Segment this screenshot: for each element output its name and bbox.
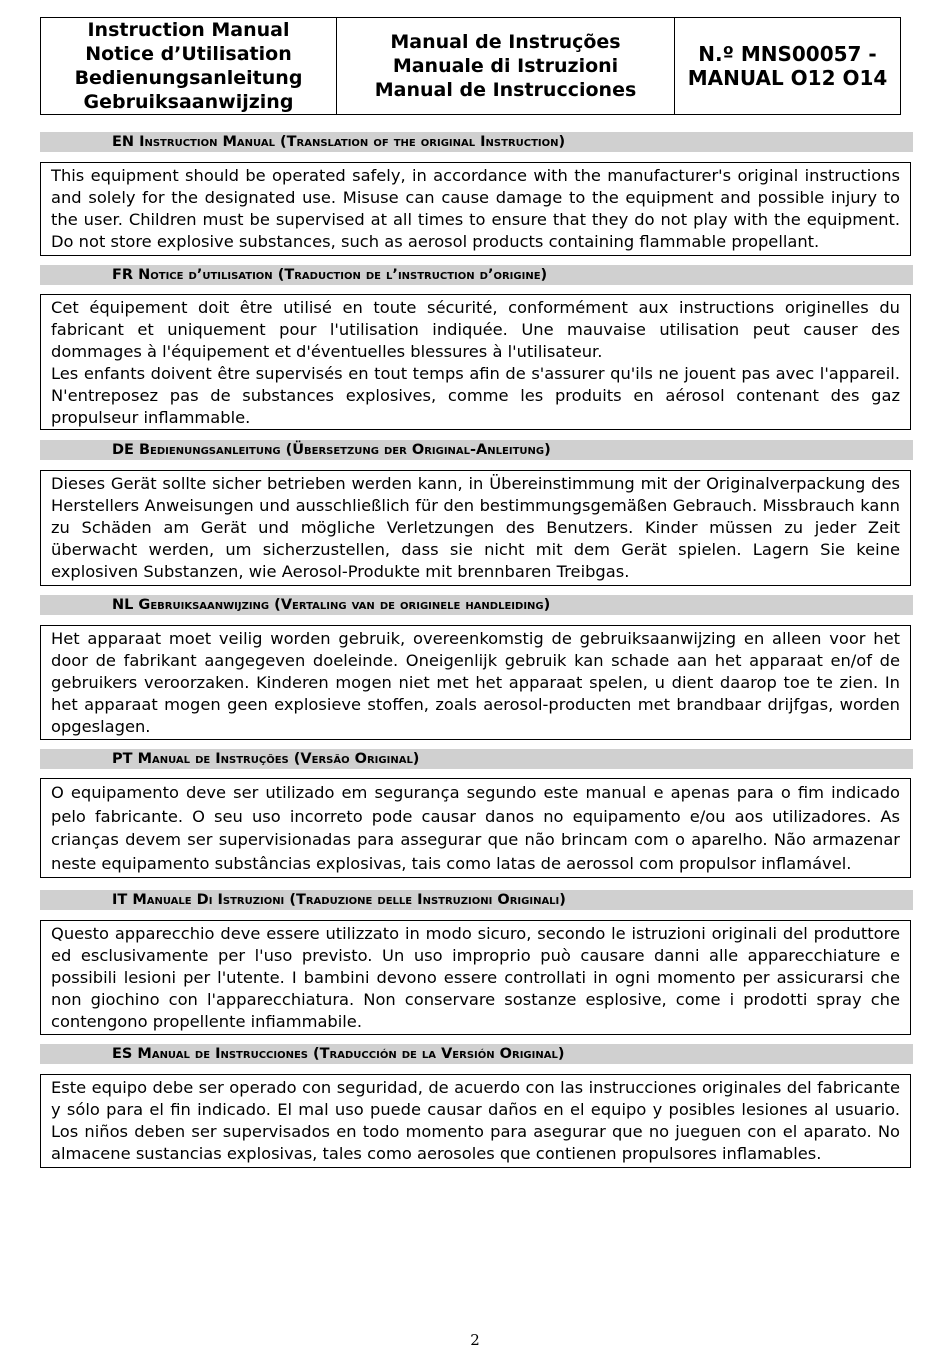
section-title-nl: NL Gebruiksaanwijzing (Vertaling van de originele handleiding) [40, 595, 913, 615]
section-title-es: ES Manual de Instrucciones (Traducción de la Versión Original) [40, 1044, 913, 1064]
header-title-it: Manuale di Istruzioni [392, 55, 619, 77]
section-body-it [40, 920, 911, 1035]
section-title-pt: PT Manual de Instruções (Versão Original) [40, 749, 913, 769]
section-body-pt [40, 778, 911, 878]
document-model: MANUAL O12 O14 [687, 66, 888, 90]
section-paragraph: Este equipo debe ser operado con seguridad, de acuerdo con las instrucciones originales del fabricante y sólo para el fin indicado. El mal uso puede causar daños en el equipo y posibles lesiones al usuario. Los niños deben ser supervisados en todo momento para asegurar que no jueguen con el aparato. No almacene sustancias explosivas, tales como aerosoles que contienen propulsores inflamables. [51, 1078, 900, 1163]
header-document-number-cell [675, 18, 900, 114]
section-title-de: DE Bedienungsanleitung (Übersetzung der Original-Anleitung) [40, 440, 913, 460]
section-body-fr [40, 294, 911, 430]
header-title-fr: Notice d’Utilisation [85, 43, 292, 65]
section-body-de [40, 470, 911, 586]
section-body-es [40, 1074, 911, 1168]
section-title-fr: FR Notice d’utilisation (Traduction de l’instruction d’origine) [40, 265, 913, 285]
document-header-table [40, 17, 901, 115]
section-title-en: EN Instruction Manual (Translation of the original Instruction) [40, 132, 913, 152]
header-title-en: Instruction Manual [87, 19, 290, 41]
header-languages-cell [41, 18, 337, 114]
section-title-it: IT Manuale Di Istruzioni (Traduzione delle Instruzioni Originali) [40, 890, 913, 910]
header-languages-cell-2 [337, 18, 675, 114]
section-paragraph: Cet équipement doit être utilisé en toute sécurité, conformément aux instructions originelles du fabricant et uniquement pour l'utilisation indiquée. Une mauvaise utilisation peut causer des dommages à l'équipement et d'éventuelles blessures à l'utilisateur. [51, 298, 900, 361]
header-title-de: Bedienungsanleitung [74, 67, 303, 89]
header-title-nl: Gebruiksaanwijzing [83, 91, 294, 113]
section-paragraph: Questo apparecchio deve essere utilizzato in modo sicuro, secondo le istruzioni originali del produttore ed esclusivamente per l'uso previsto. Un uso improprio può causare danni alle apparecchiature e possibili lesioni per l'utente. I bambini devono essere controllati in ogni momento per assicurarsi che non giochino con l'apparecchiatura. Non conservare sostanze esplosive, come i prodotti spray che contengono propellente infiammabile. [51, 924, 900, 1031]
section-paragraph: This equipment should be operated safely, in accordance with the manufacturer's original instructions and solely for the designated use. Misuse can cause damage to the equipment and possible injury to the user. Children must be supervised at all times to ensure that they do not play with the equipment. Do not store explosive substances, such as aerosol products containing flammable propellant. [51, 166, 900, 251]
page-number: 2 [470, 1331, 480, 1349]
section-paragraph: Les enfants doivent être supervisés en tout temps afin de s'assurer qu'ils ne jouent pas avec l'appareil. N'entreposez pas de substances explosives, comme les produits en aérosol contenant des gaz propulseur inflammable. [51, 364, 900, 427]
section-paragraph: Dieses Gerät sollte sicher betrieben werden kann, in Übereinstimmung mit der Originalverpackung des Herstellers Anweisungen und ausschließlich für den bestimmungsgemäßen Gebrauch. Missbrauch kann zu Schäden am Gerät und mögliche Verletzungen des Benutzers. Kinder müssen zu jeder Zeit überwacht werden, um sicherzustellen, dass sie nicht mit dem Gerät spielen. Lagern Sie keine explosiven Substanzen, wie Aerosol-Produkte mit brennbaren Treibgas. [51, 474, 900, 581]
section-paragraph: Het apparaat moet veilig worden gebruik, overeenkomstig de gebruiksaanwijzing en alleen voor het door de fabrikant aangegeven doeleinde. Oneigenlijk gebruik kan schade aan het apparaat en/of de gebruikers veroorzaken. Kinderen mogen niet met het apparaat spelen, u dient daarop toe te zien. In het apparaat mogen geen explosieve stoffen, zoals aerosol-producten met brandbaar drijfgas, worden opgeslagen. [51, 629, 900, 736]
section-paragraph: O equipamento deve ser utilizado em segurança segundo este manual e apenas para o fim indicado pelo fabricante. O seu uso incorreto pode causar danos no equipamento e/ou aos utilizadores. As crianças devem ser supervisionadas para assegurar que não brincam com o aparelho. Não armazenar neste equipamento substâncias explosivas, tais como latas de aerossol com propulsor inflamável. [51, 783, 900, 873]
section-body-en [40, 162, 911, 256]
document-number: N.º MNS00057 - [698, 42, 877, 66]
section-body-nl [40, 625, 911, 740]
header-title-es: Manual de Instrucciones [374, 79, 637, 101]
header-title-pt: Manual de Instruções [390, 31, 621, 53]
